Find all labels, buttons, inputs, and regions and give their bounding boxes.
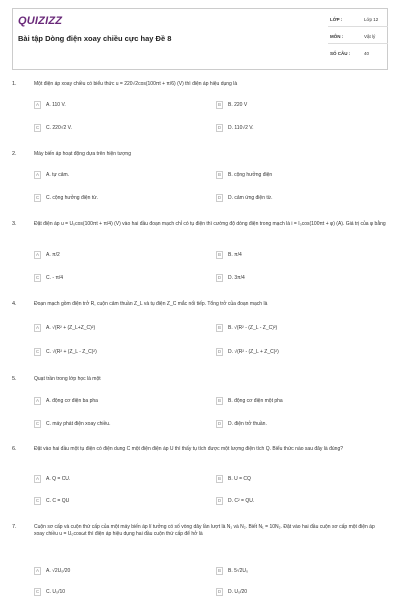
option-letter-box: D [217, 275, 222, 280]
option-text: D. 110√2 V. [228, 125, 254, 131]
option-text: D. C² = QU. [228, 498, 255, 504]
option-text: C. - π/4 [46, 275, 64, 281]
option-b[interactable] [216, 475, 384, 487]
option-c[interactable] [34, 588, 202, 600]
option-letter-box: A [35, 568, 39, 573]
option-letter-box: B [217, 252, 221, 257]
option-b[interactable] [216, 101, 384, 113]
meta-row-subject [328, 29, 388, 44]
option-letter-box: A [35, 398, 39, 403]
option-b[interactable] [216, 171, 384, 183]
option-letter-box: B [217, 172, 221, 177]
option-text: D. U₀/20 [228, 589, 248, 595]
option-a[interactable] [34, 101, 202, 113]
option-text: C. U₀/10 [46, 589, 66, 595]
question-text: Máy biến áp hoạt động dựa trên hiện tượng [34, 151, 131, 157]
question-number: 4. [12, 301, 17, 307]
option-d[interactable] [216, 588, 384, 600]
meta-key: SỐ CÂU : [330, 51, 351, 56]
option-b[interactable] [216, 397, 384, 409]
option-text: A. động cơ điện ba pha [46, 398, 98, 404]
option-a[interactable] [34, 171, 202, 183]
question-number: 7. [12, 524, 17, 530]
option-letter-box: A [35, 252, 39, 257]
option-text: A. tự cảm. [46, 172, 70, 178]
option-c[interactable] [34, 348, 202, 360]
meta-key: LỚP : [330, 17, 343, 22]
option-letter-box: D [217, 195, 222, 200]
option-a[interactable] [34, 251, 202, 263]
option-b[interactable] [216, 324, 384, 336]
option-letter-box: D [217, 589, 222, 594]
quizizz-logo: QUIZIZZ [18, 15, 63, 27]
option-c[interactable] [34, 497, 202, 509]
question-text: Đoạn mạch gồm điện trở R, cuộn cảm thuần Z_L và tụ điện Z_C mắc nối tiếp. Tổng trở của đoạn mạch là [34, 301, 268, 307]
option-c[interactable] [34, 420, 202, 432]
option-letter-box: C [35, 195, 40, 200]
option-b[interactable] [216, 567, 384, 579]
option-text: D. điện trở thuần. [228, 421, 267, 427]
option-letter-box: A [35, 325, 39, 330]
option-text: D. cảm ứng điện từ. [228, 195, 273, 201]
option-letter-box: B [217, 325, 221, 330]
option-text: A. √2U₀/20 [46, 568, 71, 574]
option-text: A. π/2 [46, 252, 60, 258]
meta-row-count [328, 46, 388, 61]
option-text: D. √(R² - (Z_L + Z_C)²) [228, 349, 279, 355]
option-d[interactable] [216, 497, 384, 509]
option-a[interactable] [34, 324, 202, 336]
option-letter-box: D [217, 498, 222, 503]
option-text: B. U = CQ [228, 476, 251, 482]
option-c[interactable] [34, 194, 202, 206]
question-text: Một điện áp xoay chiều có biểu thức u = 220√2cos(100πt + π/6) (V) thì điện áp hiệu dụng là [34, 81, 238, 87]
option-text: D. 3π/4 [228, 275, 245, 281]
question-number: 6. [12, 446, 17, 452]
option-text: A. 110 V. [46, 102, 66, 108]
option-a[interactable] [34, 475, 202, 487]
option-text: C. máy phát điện xoay chiều. [46, 421, 111, 427]
meta-row-class [328, 12, 388, 27]
worksheet-header [12, 8, 388, 70]
option-letter-box: C [35, 498, 40, 503]
option-letter-box: D [217, 125, 222, 130]
option-letter-box: D [217, 421, 222, 426]
option-letter-box: B [217, 476, 221, 481]
option-a[interactable] [34, 397, 202, 409]
question-number: 5. [12, 376, 17, 382]
option-letter-box: B [217, 568, 221, 573]
option-b[interactable] [216, 251, 384, 263]
option-text: C. cộng hưởng điện từ. [46, 195, 98, 201]
meta-key: MÔN : [330, 34, 344, 39]
option-a[interactable] [34, 567, 202, 579]
option-text: B. 5√2U₀ [228, 568, 249, 574]
question-text: Cuộn sơ cấp và cuộn thứ cấp của một máy biến áp lí tưởng có số vòng dây lần lượt là N₁ và N₂. Biết N₁ = 10N₂. Đặt vào hai đầu cuộn sơ cấp một điện áp xoay chiều u = U₀cosωt thì điện áp hiệu dụng hai đầu cuộn thứ cấp để hở là [34, 524, 375, 537]
option-text: A. √(R² + (Z_L+Z_C)²) [46, 325, 96, 331]
option-c[interactable] [34, 274, 202, 286]
question-text: Quạt trần trong lớp học là một [34, 376, 101, 382]
option-letter-box: B [217, 102, 221, 107]
option-text: B. động cơ điện một pha [228, 398, 283, 404]
option-letter-box: A [35, 172, 39, 177]
question-number: 3. [12, 221, 17, 227]
meta-value: 40 [364, 51, 370, 56]
option-c[interactable] [34, 124, 202, 136]
option-letter-box: C [35, 349, 40, 354]
meta-value: Lớp 12 [364, 17, 379, 22]
option-text: C. √(R² + (Z_L - Z_C)²) [46, 349, 97, 355]
option-d[interactable] [216, 420, 384, 432]
question-text: Đặt vào hai đầu một tụ điện có điện dung C một điện điện áp U thì thấy tụ tích được một lượng điện tích Q. Biểu thức nào sau đây là đúng? [34, 446, 344, 452]
option-letter-box: C [35, 275, 40, 280]
option-text: A. Q = CU. [46, 476, 71, 482]
option-letter-box: B [217, 398, 221, 403]
option-letter-box: A [35, 476, 39, 481]
option-letter-box: D [217, 349, 222, 354]
option-d[interactable] [216, 194, 384, 206]
worksheet-title: Bài tập Dòng điện xoay chiều cực hay Đề 8 [18, 34, 172, 43]
option-letter-box: A [35, 102, 39, 107]
option-d[interactable] [216, 348, 384, 360]
option-text: B. √(R² - (Z_L - Z_C)²) [228, 325, 278, 331]
option-text: C. 220√2 V. [46, 125, 72, 131]
option-text: B. π/4 [228, 252, 242, 258]
option-d[interactable] [216, 124, 384, 136]
option-text: B. 220 V [228, 102, 248, 108]
meta-value: Vật lý [364, 34, 376, 39]
option-text: B. cộng hưởng điện [228, 172, 273, 178]
option-letter-box: C [35, 589, 40, 594]
question-text: Đặt điện áp u = U₀cos(100πt + π/4) (V) vào hai đầu đoạn mạch chỉ có tụ điện thì cường độ dòng điện trong mạch là i = I₀cos(100πt + φ) (A). Giá trị của φ bằng [34, 221, 386, 227]
option-letter-box: C [35, 421, 40, 426]
option-text: C. C = QU [46, 498, 70, 504]
option-d[interactable] [216, 274, 384, 286]
question-number: 2. [12, 151, 17, 157]
option-letter-box: C [35, 125, 40, 130]
question-number: 1. [12, 81, 17, 87]
